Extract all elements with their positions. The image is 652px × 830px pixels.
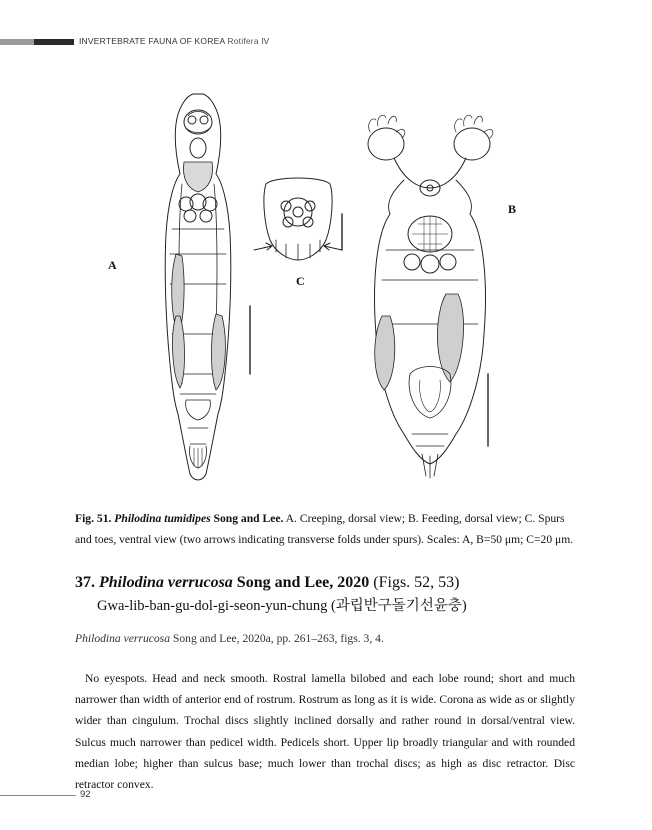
species-number: 37. bbox=[75, 574, 95, 591]
species-korean-name: Gwa-lib-ban-gu-dol-gi-seon-yun-chung (과립반구돌기선윤충) bbox=[97, 598, 467, 614]
drawing-c bbox=[254, 178, 342, 260]
citation-name: Philodina verrucosa bbox=[75, 632, 170, 645]
caption-text: A. Creeping, dorsal view; B. Feeding, dorsal view; C. Spurs and toes, ventral view (two arrows indicating transverse folds under spurs). Scales: A, B=50 μm; C=20 μm. bbox=[75, 512, 574, 546]
running-header bbox=[79, 36, 269, 47]
header-volume: Rotifera Ⅳ bbox=[227, 36, 270, 46]
citation-ref: Song and Lee, 2020a, pp. 261–263, figs. 3, 4. bbox=[170, 632, 384, 645]
species-heading bbox=[75, 574, 460, 592]
species-name: Philodina verrucosa bbox=[99, 574, 233, 591]
drawing-a bbox=[165, 94, 250, 480]
page-number: 92 bbox=[80, 789, 91, 800]
header-bar-light bbox=[0, 39, 34, 45]
figure-label-c: C bbox=[296, 274, 305, 288]
description-paragraph: No eyespots. Head and neck smooth. Rostral lamella bilobed and each lobe round; short and much narrower than width of anterior end of rostrum. Rostrum as long as it is wide. Corona as wide as or slightly wider than cingulum. Trochal discs slightly inclined dorsally and rather round in dorsal/ventral view. Sulcus much narrower than pedicel width. Pedicels short. Upper lip broadly triangular and with rounded median lobe; higher than sulcus base; much lower than trochal discs; as high as disc retractor. Disc retractor convex. bbox=[75, 672, 575, 792]
species-figure-refs: (Figs. 52, 53) bbox=[373, 574, 460, 591]
figure-label-b: B bbox=[508, 202, 517, 216]
header-series: INVERTEBRATE FAUNA OF KOREA bbox=[79, 36, 225, 46]
species-authority: Song and Lee, 2020 bbox=[236, 574, 370, 591]
drawing-b bbox=[368, 115, 493, 478]
footer-rule bbox=[0, 795, 76, 796]
header-bar-dark bbox=[34, 39, 74, 45]
figure-caption bbox=[75, 508, 575, 550]
caption-species: Philodina tumidipes bbox=[114, 512, 211, 525]
caption-authors: Song and Lee. bbox=[213, 512, 284, 525]
caption-fig-number: Fig. 51. bbox=[75, 512, 112, 525]
synonymy-citation bbox=[75, 632, 384, 645]
figure-label-a: A bbox=[108, 258, 117, 272]
rotifer-illustration bbox=[86, 84, 566, 496]
figure-51 bbox=[86, 84, 566, 496]
